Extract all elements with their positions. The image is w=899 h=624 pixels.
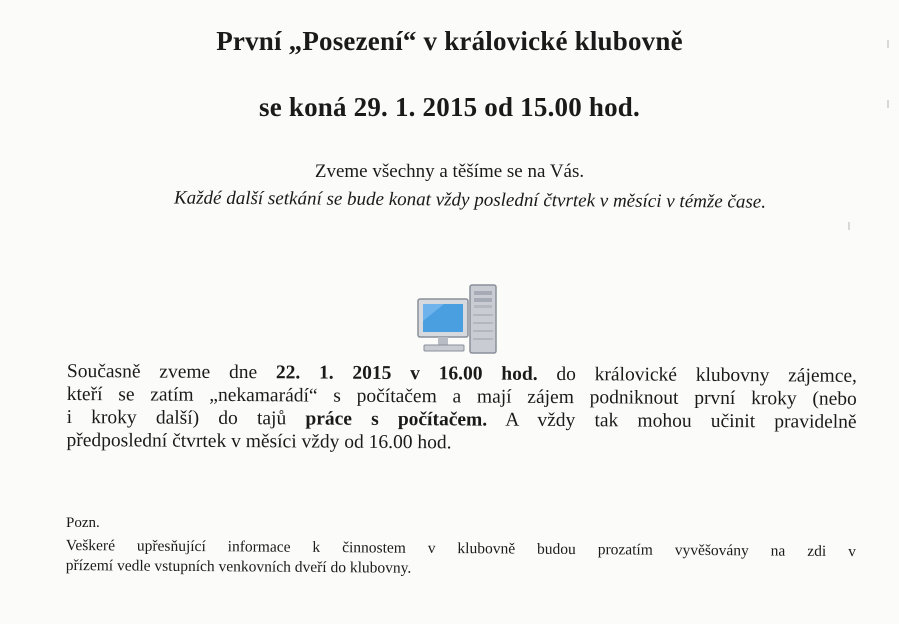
heading-line-2: se koná 29. 1. 2015 od 15.00 hod. (259, 92, 640, 122)
monitor-base (424, 345, 464, 351)
drive-bay (474, 291, 492, 295)
paragraph-text: do královické klubovny zájemce, (537, 363, 857, 387)
note-line: přízemí vedle vstupních venkovních dveří do klubovny. (65, 556, 412, 577)
paragraph-text: A vždy tak mohou učinit pravidelně (487, 409, 857, 433)
paragraph-line: kteří se zatím „nekamarádí“ s počítačem a mají zájem podniknout první kroky (nebo (66, 383, 857, 410)
paragraph-line: předposlední čtvrtek v měsíci vždy od 16.00 hod. (66, 429, 452, 454)
note-line: Veškeré upřesňující informace k činnostem v klubovně budou prozatím vyvěšovány na zdi v (65, 536, 856, 561)
recurrence-text: Každé další setkání se bude konat vždy poslední čtvrtek v měsíci v témže čase. (173, 187, 767, 213)
scan-speck (848, 222, 850, 230)
tower-case (470, 285, 496, 353)
course-date: 22. 1. 2015 v 16.00 hod. (275, 362, 538, 385)
scan-speck (887, 100, 889, 108)
drive-bay (474, 305, 492, 308)
computer-icon-graphic (414, 283, 500, 357)
paragraph-text: i kroky další) do tajů (66, 406, 306, 430)
computer-course-paragraph (66, 360, 857, 457)
drive-bay (474, 298, 492, 302)
note-label: Pozn. (66, 515, 100, 531)
computer-icon (414, 283, 500, 357)
welcome-text: Zveme všechny a těšíme se na Vás. (314, 161, 585, 182)
scan-speck (887, 40, 889, 48)
paragraph-text: Současně zveme dne (66, 360, 276, 384)
heading-line-1: První „Posezení“ v královické klubovně (216, 26, 683, 56)
monitor-stand (438, 337, 448, 345)
note-text (66, 536, 856, 582)
course-topic: práce s počítačem. (305, 408, 488, 431)
